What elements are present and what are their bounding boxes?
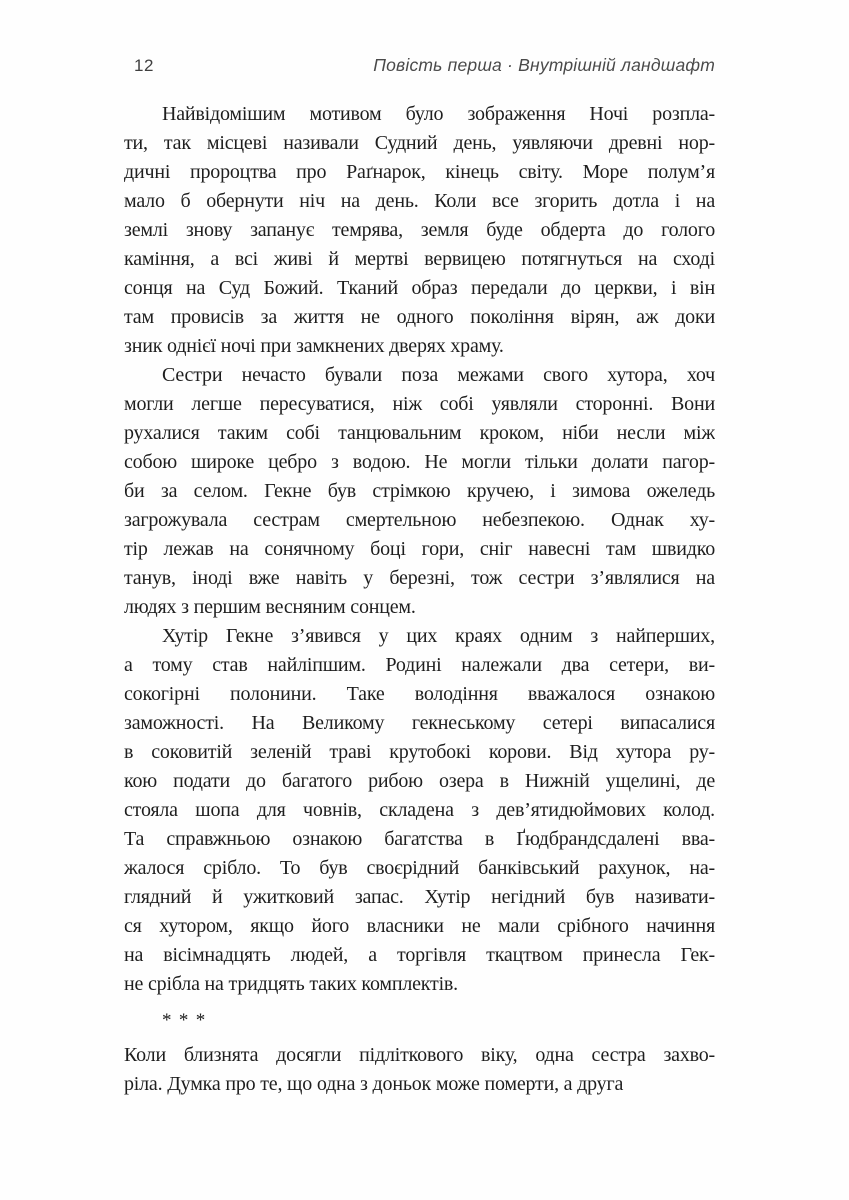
- text-line: мало б обернути ніч на день. Коли все згорить дотла і на: [124, 190, 715, 212]
- text-line: сонця на Суд Божий. Тканий образ передали до церкви, і він: [124, 277, 715, 299]
- text-line: Та справжньою ознакою багатства в Ґюдбрандсдалені вва-: [124, 828, 715, 850]
- text-line: сокогірні полонини. Таке володіння вважалося ознакою: [124, 683, 715, 705]
- text-line: Коли близнята досягли підліткового віку, одна сестра захво-: [124, 1044, 715, 1066]
- text-line: стояла шопа для човнів, складена з дев’ятидюймових колод.: [124, 799, 715, 821]
- text-line: ти, так місцеві називали Судний день, уявляючи древні нор-: [124, 132, 715, 154]
- text-line: в соковитій зеленій траві крутобокі корови. Від хутора ру-: [124, 741, 715, 763]
- text-line: зник однієї ночі при замкнених дверях храму.: [124, 335, 504, 357]
- text-line: на вісімнадцять людей, а торгівля ткацтвом принесла Гек-: [124, 944, 715, 966]
- body-text: [124, 100, 715, 1099]
- paragraph-group-before-break: [124, 100, 715, 999]
- text-line: Хутір Гекне з’явився у цих краях одним з найперших,: [162, 625, 715, 647]
- text-line: би за селом. Гекне був стрімкою кручею, і зимова ожеледь: [124, 480, 715, 502]
- text-line: а тому став найліпшим. Родині належали два сетери, ви-: [124, 654, 715, 676]
- text-line: дичні пророцтва про Раґнарок, кінець світу. Море полум’я: [124, 161, 715, 183]
- text-line: Найвідомішим мотивом було зображення Ночі розпла-: [162, 103, 715, 125]
- text-line: ріла. Думка про те, що одна з доньок може померти, а друга: [124, 1073, 624, 1095]
- paragraph-group-after-break: [124, 1041, 715, 1099]
- text-line: людях з першим весняним сонцем.: [124, 596, 416, 618]
- running-header: [124, 55, 715, 76]
- text-line: глядний й ужитковий запас. Хутір негідний був називати-: [124, 886, 715, 908]
- paragraph: [124, 361, 715, 622]
- page-number: 12: [134, 56, 154, 75]
- paragraph: [124, 100, 715, 361]
- text-line: кою подати до багатого рибою озера в Нижній ущелині, де: [124, 770, 715, 792]
- text-line: жалося срібло. То був своєрідний банківський рахунок, на-: [124, 857, 715, 879]
- text-line: Сестри нечасто бували поза межами свого хутора, хоч: [162, 364, 715, 386]
- text-line: загрожувала сестрам смертельною небезпекою. Однак ху-: [124, 509, 715, 531]
- text-line: могли легше пересуватися, ніж собі уявляли сторонні. Вони: [124, 393, 715, 415]
- paragraph: [124, 1041, 715, 1099]
- text-line: землі знову запанує темрява, земля буде обдерта до голого: [124, 219, 715, 241]
- text-line: заможності. На Великому гекнеському сетері випасалися: [124, 712, 715, 734]
- text-line: танув, іноді вже навіть у березні, тож сестри з’являлися на: [124, 567, 715, 589]
- text-line: не срібла на тридцять таких комплектів.: [124, 973, 458, 995]
- paragraph: [124, 622, 715, 999]
- text-line: ся хутором, якщо його власники не мали срібного начиння: [124, 915, 715, 937]
- text-line: тір лежав на сонячному боці гори, сніг навесні там швидко: [124, 538, 715, 560]
- running-title: Повість перша · Внутрішній ландшафт: [373, 55, 715, 75]
- text-line: каміння, а всі живі й мертві вервицею потягнуться на сході: [124, 248, 715, 270]
- section-break-asterisks: * * *: [162, 1010, 206, 1031]
- text-line: рухалися таким собі танцювальним кроком, ніби несли між: [124, 422, 715, 444]
- text-line: собою широке цебро з водою. Не могли тільки долати пагор-: [124, 451, 715, 473]
- text-line: там провисів за життя не одного покоління вірян, аж доки: [124, 306, 715, 328]
